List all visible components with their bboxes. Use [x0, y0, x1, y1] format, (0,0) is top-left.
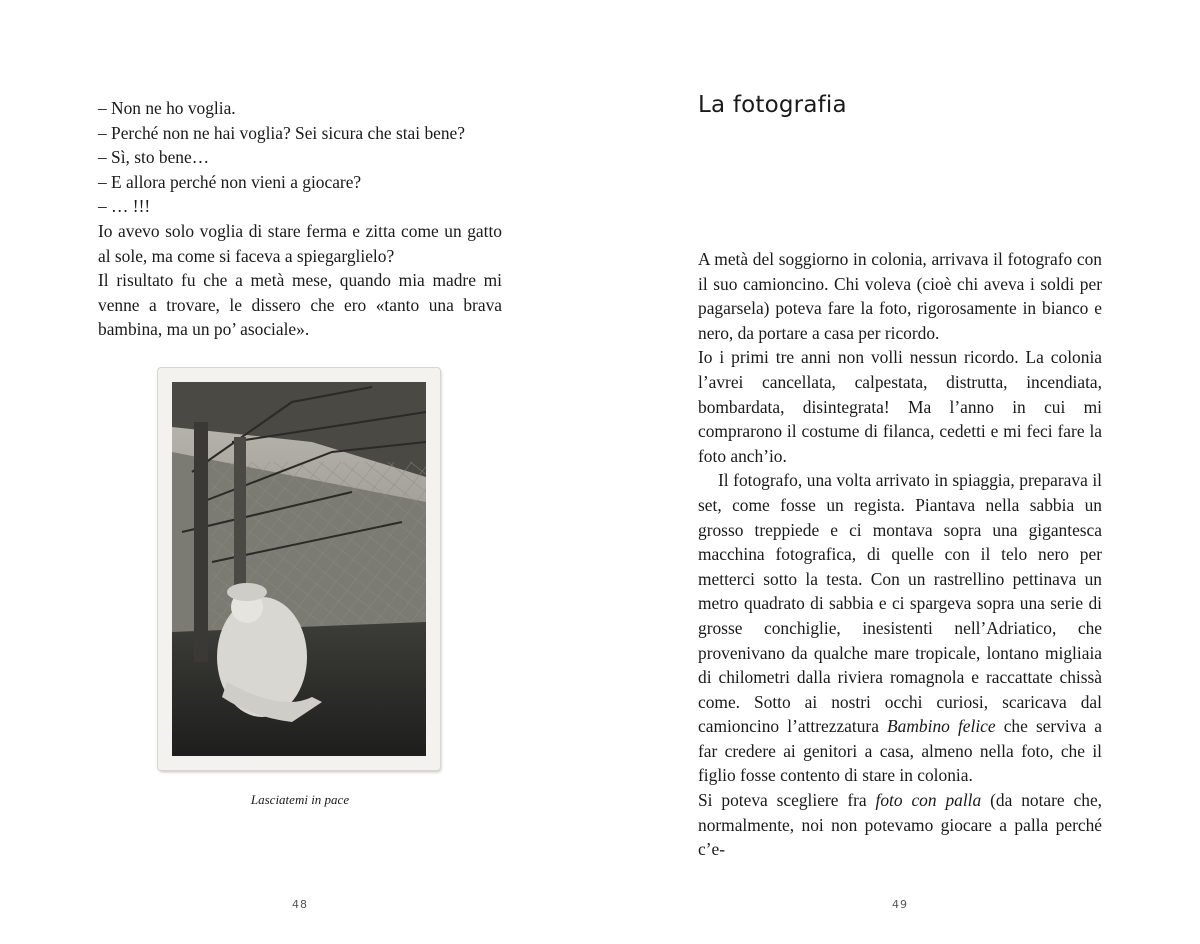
page-number: 49	[892, 898, 908, 911]
paragraph	[698, 788, 1102, 862]
dialogue-line: – Perché non ne hai voglia? Sei sicura che stai bene?	[98, 122, 465, 143]
photo-image	[172, 382, 426, 756]
right-page	[600, 0, 1200, 944]
italic-phrase: foto con palla	[875, 790, 982, 811]
italic-phrase: Bambino felice	[887, 716, 996, 737]
paragraph: Io avevo solo voglia di stare ferma e zitta come un gatto al sole, ma come si faceva a spiegarglielo?	[98, 220, 502, 266]
paragraph: Il risultato fu che a metà mese, quando mia madre mi venne a trovare, le dissero che ero «tanto una brava bambina, ma un po’ asociale».	[98, 270, 502, 340]
paragraph: Io i primi tre anni non volli nessun ricordo. La colonia l’avrei cancellata, calpestata, distrutta, incendiata, bombardata, disintegrata! Ma l’anno in cui mi comprarono il costume di filanca, cedetti e mi feci fare la foto anch’io.	[698, 347, 1102, 466]
paragraph-text: Si poteva scegliere fra	[698, 790, 876, 811]
chapter-title: La fotografia	[698, 92, 847, 118]
paragraph-text: che serviva a far credere ai genitori a casa, almeno nella foto, che il figlio fosse contento di stare in colonia.	[698, 716, 1102, 786]
dialogue-line: – Non ne ho voglia.	[98, 98, 236, 118]
dialogue-line: – E allora perché non vieni a giocare?	[98, 171, 362, 192]
paragraph-text: (da notare che, normalmente, noi non potevamo giocare a palla perché c’e-	[698, 790, 1103, 860]
paragraph-text: Il fotografo, una volta arrivato in spiaggia, preparava il set, come fosse un regista. Piantava nella sabbia un grosso treppiede e ci montava sopra una gigantesca macchina fotografica, di quelle con il telo nero per metterci sotto la testa. Con un rastrellino pettinava un metro quadrato di sabbia e ci spargeva sopra una serie di grosse conchiglie, inesistenti nell’Adriatico, che provenivano da qualche mare tropicale, lontano migliaia di chilometri dalla riviera romagnola e raccattate chissà come. Sotto ai nostri occhi curiosi, scaricava dal camioncino l’attrezzatura	[698, 470, 1102, 737]
paragraph: A metà del soggiorno in colonia, arrivava il fotografo con il suo camioncino. Chi voleva (cioè chi aveva i soldi per pagarsela) poteva fare la foto, rigorosamente in bianco e nero, da portare a casa per ricordo.	[698, 249, 1102, 343]
left-page-text	[98, 96, 502, 342]
dialogue-line: – Sì, sto bene…	[98, 147, 210, 168]
paragraph	[698, 468, 1102, 788]
vintage-photo	[158, 368, 440, 770]
page-number: 48	[292, 898, 308, 911]
photo-caption: Lasciatemi in pace	[250, 792, 350, 807]
right-page-text	[698, 247, 1102, 862]
dialogue-line: – … !!!	[98, 196, 151, 217]
